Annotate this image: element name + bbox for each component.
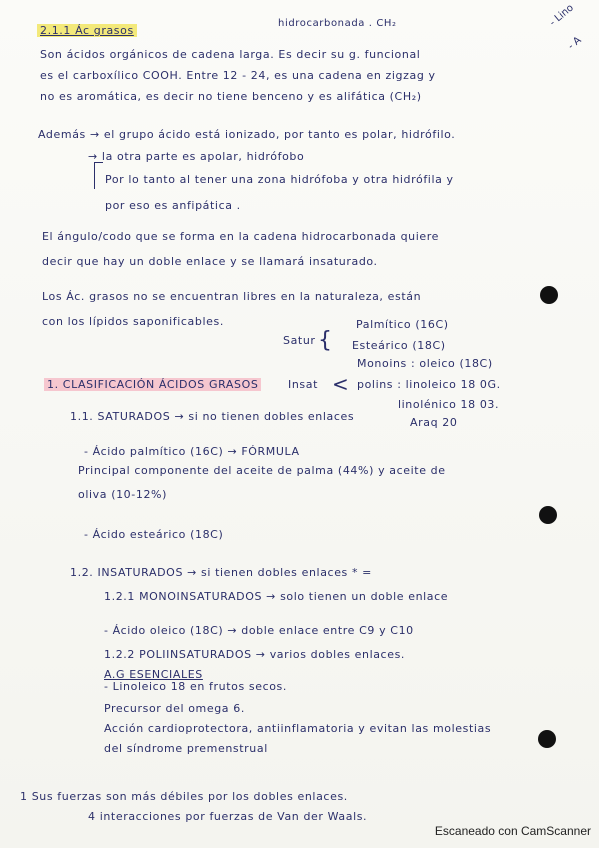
ag-esenciales: A.G ESENCIALES (104, 668, 203, 681)
insat-poli: polins : linoleico 18 0G. (357, 378, 501, 391)
palmitic-desc-1: Principal componente del aceite de palma (44%) y aceite de (78, 464, 446, 477)
hydrocarbon-note: hidrocarbonada . CH₂ (278, 18, 397, 29)
satur-brace: { (318, 328, 332, 353)
footnote-1: 1 Sus fuerzas son más débiles por los dobles enlaces. (20, 790, 348, 803)
insat-araq: Araq 20 (410, 416, 458, 429)
insat-linolenico: linolénico 18 03. (398, 398, 500, 411)
para2-line3: Por lo tanto al tener una zona hidrófoba y otra hidrófila y (105, 173, 454, 186)
insat-brace: < (332, 372, 349, 396)
satur-item-1: Palmítico (16C) (356, 318, 449, 331)
precursor-line: Precursor del omega 6. (104, 702, 245, 715)
section-title-text: 2.1.1 Ác grasos (37, 24, 137, 37)
mono-heading: 1.2.1 MONOINSATURADOS → solo tienen un doble enlace (104, 590, 449, 603)
satur-item-2: Esteárico (18C) (352, 339, 446, 352)
edge-word-1: - Lino (547, 2, 576, 29)
scanner-watermark: Escaneado con CamScanner (434, 824, 591, 838)
stearic-line: - Ácido esteárico (18C) (84, 528, 224, 541)
brace-mark (94, 162, 103, 189)
action-line-1: Acción cardioprotectora, antiinflamatoria y evitan las molestias (104, 722, 492, 735)
para2-line1: Además → el grupo ácido está ionizado, por tanto es polar, hidrófilo. (38, 128, 456, 141)
insat-label: Insat (288, 378, 319, 391)
binder-hole-2 (539, 506, 557, 524)
para3-line2: decir que hay un doble enlace y se llamará insaturado. (42, 255, 378, 268)
binder-hole-3 (538, 730, 556, 748)
para4-line1: Los Ác. grasos no se encuentran libres en la naturaleza, están (42, 290, 422, 303)
classification-heading (44, 378, 261, 391)
para3-line1: El ángulo/codo que se forma en la cadena hidrocarbonada quiere (42, 230, 440, 243)
saturated-heading: 1.1. SATURADOS → si no tienen dobles enlaces (70, 410, 355, 423)
palmitic-desc-2: oliva (10-12%) (78, 488, 167, 501)
binder-hole-1 (540, 286, 558, 304)
para1-line2: es el carboxílico COOH. Entre 12 - 24, es una cadena en zigzag y (40, 69, 436, 82)
para2-line4: por eso es anfipática . (105, 199, 241, 212)
linoleic-line: - Linoleico 18 en frutos secos. (104, 680, 287, 693)
palmitic-line: - Ácido palmítico (16C) → FÓRMULA (84, 445, 300, 458)
poli-heading: 1.2.2 POLIINSATURADOS → varios dobles enlaces. (104, 648, 406, 661)
insat-mono: Monoins : oleico (18C) (357, 357, 493, 370)
unsaturated-heading: 1.2. INSATURADOS → si tienen dobles enlaces * = (70, 566, 372, 579)
classification-heading-text: 1. CLASIFICACIÓN ÁCIDOS GRASOS (44, 378, 261, 391)
para2-line2: → la otra parte es apolar, hidrófobo (88, 150, 305, 163)
para4-line2: con los lípidos saponificables. (42, 315, 224, 328)
oleic-line: - Ácido oleico (18C) → doble enlace entre C9 y C10 (104, 624, 414, 637)
footnote-2: 4 interacciones por fuerzas de Van der Waals. (88, 810, 368, 823)
edge-word-2: - A (566, 34, 584, 53)
section-title (37, 24, 137, 37)
action-line-2: del síndrome premenstrual (104, 742, 268, 755)
para1-line1: Son ácidos orgánicos de cadena larga. Es decir su g. funcional (40, 48, 421, 61)
satur-label: Satur (283, 334, 316, 347)
para1-line3: no es aromática, es decir no tiene benceno y es alifática (CH₂) (40, 90, 422, 103)
